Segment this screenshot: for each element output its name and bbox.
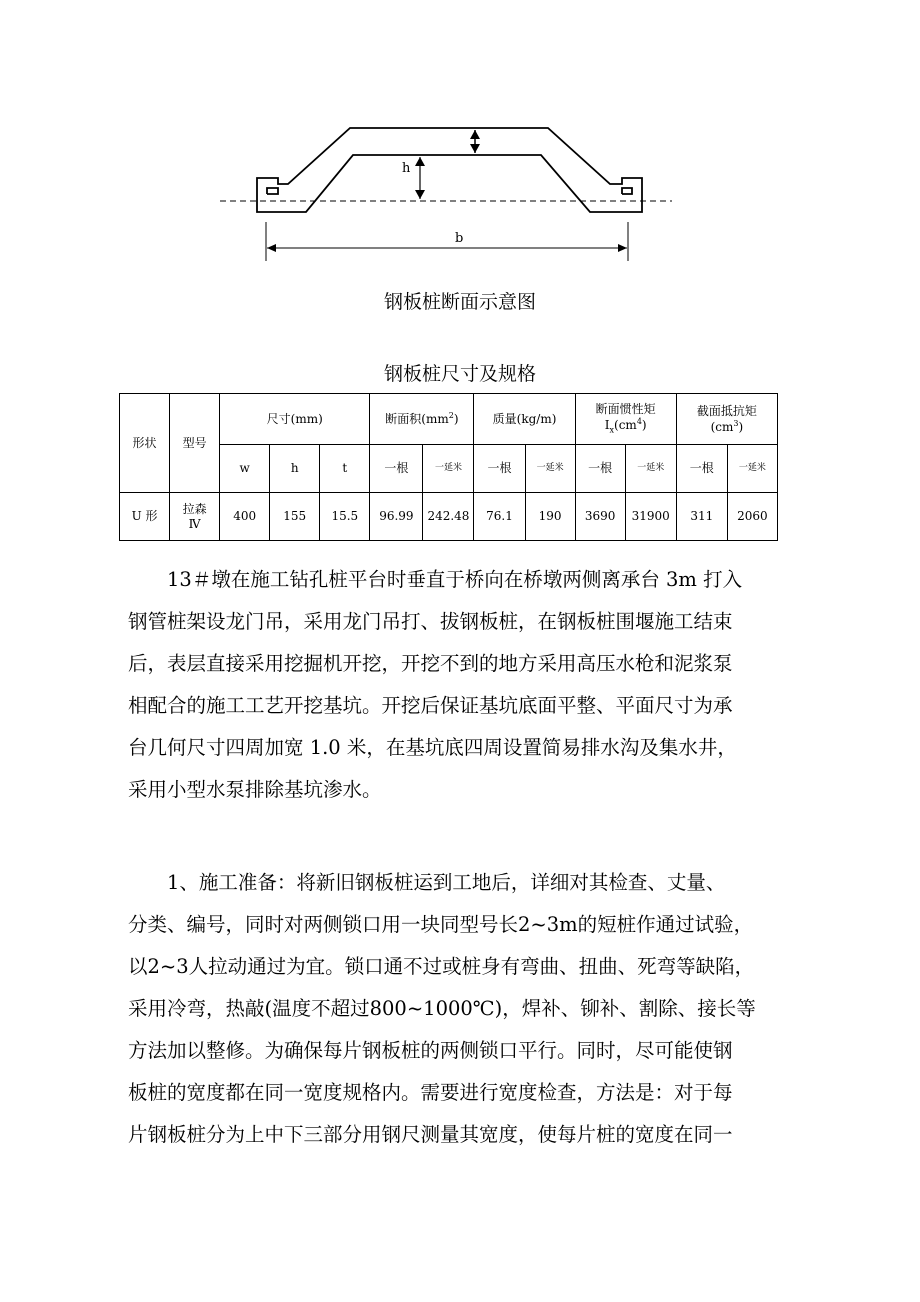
cell-area-meter: 242.48: [423, 493, 474, 541]
cell-modulus-pile: 311: [676, 493, 727, 541]
cell-t: 15.5: [320, 493, 370, 541]
text-line: 以2~3人拉动通过为宜。锁口通不过或桩身有弯曲、扭曲、死弯等缺陷，: [128, 955, 755, 978]
text-line: 后，表层直接采用挖掘机开挖，开挖不到的地方采用高压水枪和泥浆泵: [128, 652, 733, 675]
pile-outer-profile: [257, 128, 642, 212]
cell-mass-pile: 76.1: [474, 493, 525, 541]
spec-table: [119, 393, 778, 541]
cell-shape: U 形: [120, 493, 170, 541]
subheader-w: w: [220, 445, 270, 493]
text-line: 台几何尺寸四周加宽 1.0 米，在基坑底四周设置简易排水沟及集水井，: [128, 736, 737, 759]
header-model: 型号: [170, 394, 220, 493]
header-size: 尺寸(mm): [220, 394, 370, 445]
subheader-modulus-meter: 一延米: [727, 445, 777, 493]
thickness-dimension-arrow: [470, 130, 480, 153]
table-row: [120, 493, 778, 541]
cell-h: 155: [270, 493, 320, 541]
sheet-pile-section-diagram: [210, 118, 680, 268]
text-line: 采用小型水泵排除基坑渗水。: [128, 778, 382, 801]
subheader-area-meter: 一延米: [423, 445, 474, 493]
width-dimension-arrow: [266, 222, 628, 261]
cell-area-pile: 96.99: [370, 493, 423, 541]
text-line: 分类、编号，同时对两侧锁口用一块同型号长2~3m的短桩作通过试验，: [128, 913, 754, 936]
text-line: 板桩的宽度都在同一宽度规格内。需要进行宽度检查，方法是：对于每: [128, 1081, 733, 1104]
subheader-t: t: [320, 445, 370, 493]
subheader-inertia-meter: 一延米: [625, 445, 676, 493]
cell-w: 400: [220, 493, 270, 541]
subheader-inertia-pile: 一根: [575, 445, 625, 493]
text-line: 相配合的施工工艺开挖基坑。开挖后保证基坑底面平整、平面尺寸为承: [128, 694, 733, 717]
table-title: 钢板桩尺寸及规格: [383, 363, 536, 385]
subheader-h: h: [270, 445, 320, 493]
text-line: 1、施工准备：将新旧钢板桩运到工地后，详细对其检查、丈量、: [128, 871, 726, 894]
subheader-area-pile: 一根: [370, 445, 423, 493]
width-label: b: [455, 231, 464, 246]
header-shape: 形状: [120, 394, 170, 493]
paragraph-construction-prep: [128, 862, 796, 1156]
figure-caption: 钢板桩断面示意图: [383, 291, 536, 313]
header-inertia: 断面惯性矩 $I_x(cm^4)$: [575, 394, 676, 445]
cell-inertia-meter: 31900: [625, 493, 676, 541]
text-line: 方法加以整修。为确保每片钢板桩的两侧锁口平行。同时，尽可能使钢: [128, 1039, 733, 1062]
cell-mass-meter: 190: [525, 493, 575, 541]
text-line: 13＃墩在施工钻孔桩平台时垂直于桥向在桥墩两侧离承台 3m 打入: [128, 568, 743, 591]
cell-modulus-meter: 2060: [727, 493, 777, 541]
header-modulus: 截面抵抗矩 $(cm^3)$: [676, 394, 777, 445]
left-lock-notch: [267, 188, 278, 194]
text-line: 钢管桩架设龙门吊，采用龙门吊打、拔钢板桩，在钢板桩围堰施工结束: [128, 610, 733, 633]
right-lock-notch: [622, 188, 632, 194]
height-label: h: [402, 161, 411, 176]
text-line: 片钢板桩分为上中下三部分用钢尺测量其宽度，使每片桩的宽度在同一: [128, 1123, 733, 1146]
text-line: 采用冷弯，热敲(温度不超过800~1000℃)，焊补、铆补、割除、接长等: [128, 997, 756, 1020]
header-area: 断面积$(mm^2)$: [370, 394, 474, 445]
cell-model: 拉森 Ⅳ: [170, 493, 220, 541]
height-dimension-arrow: [415, 157, 425, 199]
subheader-mass-pile: 一根: [474, 445, 525, 493]
header-mass: 质量(kg/m): [474, 394, 575, 445]
table-header-row: [120, 394, 778, 445]
paragraph-pier-13: [128, 559, 796, 811]
subheader-mass-meter: 一延米: [525, 445, 575, 493]
cell-inertia-pile: 3690: [575, 493, 625, 541]
subheader-modulus-pile: 一根: [676, 445, 727, 493]
